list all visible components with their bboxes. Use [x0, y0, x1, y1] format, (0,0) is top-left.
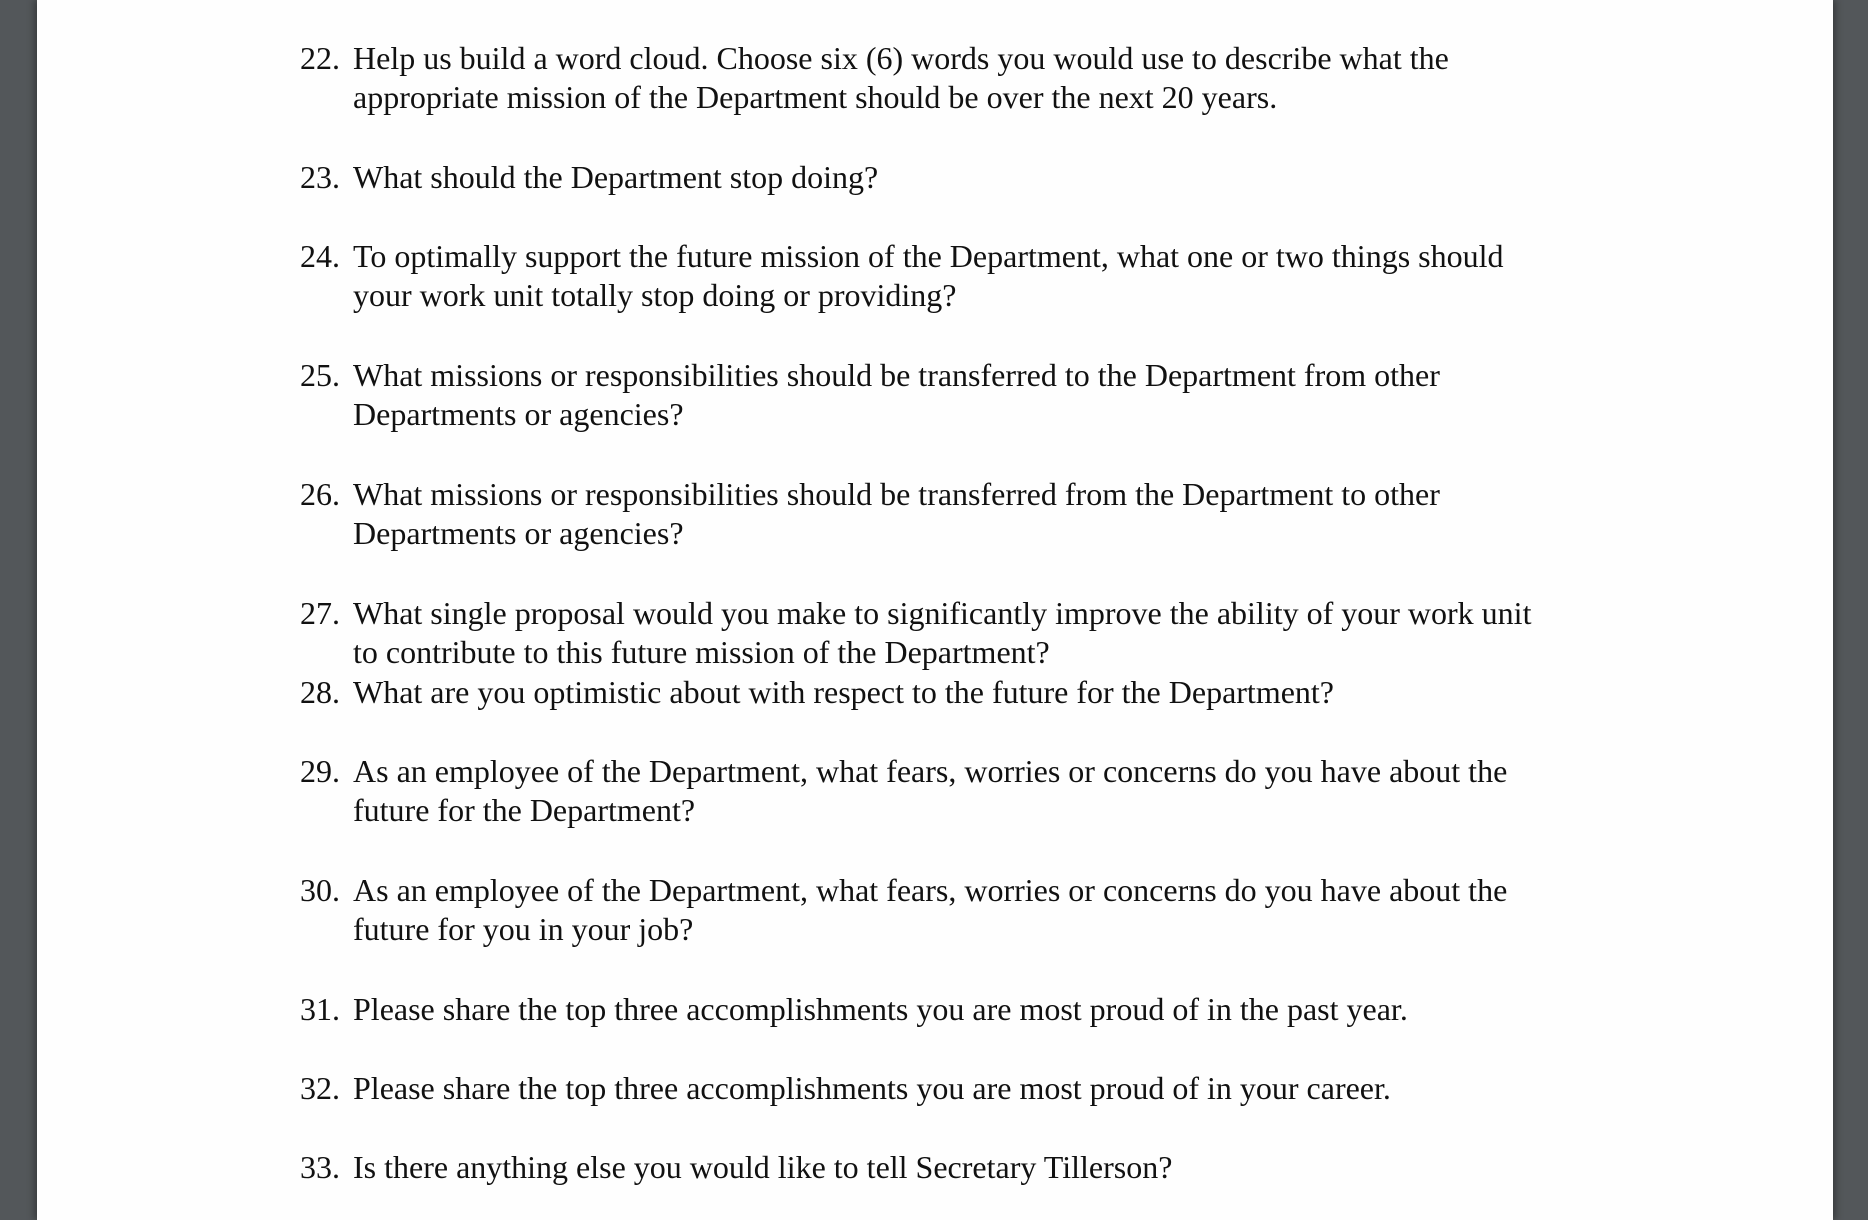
question-line: As an employee of the Department, what fears, worries or concerns do you have about the — [353, 753, 1508, 789]
question-line: Departments or agencies? — [353, 515, 684, 552]
question-text — [353, 1069, 1391, 1108]
question-line: future for the Department? — [353, 792, 696, 829]
question-line: What are you optimistic about with respect to the future for the Department? — [353, 674, 1334, 710]
question-number: 28. — [300, 674, 340, 710]
question-line: appropriate mission of the Department should be over the next 20 years. — [353, 79, 1278, 116]
question-line: What missions or responsibilities should be transferred to the Department from other — [353, 357, 1440, 393]
question-line: future for you in your job? — [353, 911, 694, 948]
question-line: What single proposal would you make to significantly improve the ability of your work unit — [353, 595, 1532, 631]
question-text — [353, 237, 1503, 316]
question-text — [353, 1148, 1172, 1187]
question-text — [353, 39, 1449, 118]
question-text — [353, 158, 878, 197]
question-line: Departments or agencies? — [353, 396, 684, 433]
question-number: 27. — [300, 595, 340, 631]
question-number: 25. — [300, 357, 340, 393]
question-line: Help us build a word cloud. Choose six (6) words you would use to describe what the — [353, 40, 1449, 76]
question-line: Please share the top three accomplishments you are most proud of in your career. — [353, 1070, 1391, 1106]
question-line: What should the Department stop doing? — [353, 159, 879, 195]
question-line: Is there anything else you would like to tell Secretary Tillerson? — [353, 1149, 1173, 1185]
question-text — [353, 871, 1507, 950]
question-line: to contribute to this future mission of the Department? — [353, 634, 1050, 671]
question-number: 30. — [300, 872, 340, 908]
question-text — [353, 673, 1334, 712]
question-text — [353, 752, 1507, 831]
question-number: 29. — [300, 753, 340, 789]
question-text — [353, 990, 1408, 1029]
question-line: Please share the top three accomplishments you are most proud of in the past year. — [353, 991, 1408, 1027]
question-number: 22. — [300, 40, 340, 76]
question-line: your work unit totally stop doing or providing? — [353, 277, 957, 314]
question-line: To optimally support the future mission of the Department, what one or two things should — [353, 238, 1504, 274]
question-text — [353, 475, 1440, 554]
question-number: 26. — [300, 476, 340, 512]
question-number: 23. — [300, 159, 340, 195]
question-text — [353, 594, 1531, 673]
question-number: 32. — [300, 1070, 340, 1106]
question-text — [353, 356, 1440, 435]
document-page — [37, 0, 1833, 1220]
question-number: 24. — [300, 238, 340, 274]
question-line: What missions or responsibilities should be transferred from the Department to other — [353, 476, 1440, 512]
question-line: As an employee of the Department, what fears, worries or concerns do you have about the — [353, 872, 1508, 908]
question-number: 31. — [300, 991, 340, 1027]
question-number: 33. — [300, 1149, 340, 1185]
